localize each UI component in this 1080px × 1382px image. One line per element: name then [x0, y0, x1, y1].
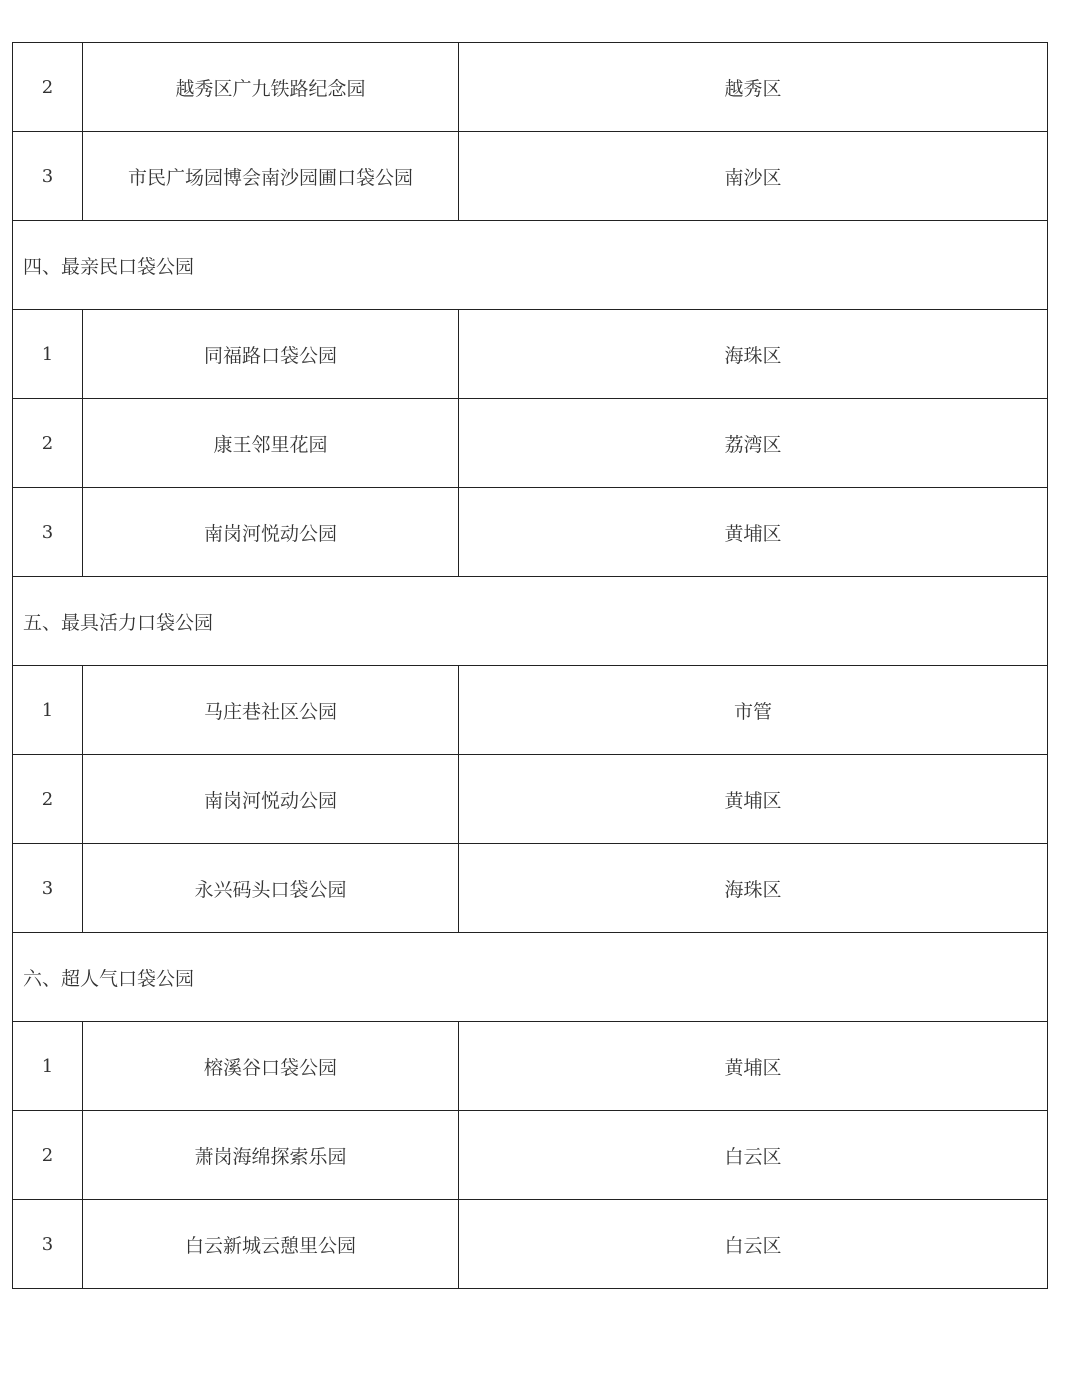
table-row: [13, 1022, 1048, 1111]
section-heading: 四、最亲民口袋公园: [13, 221, 1048, 310]
table-row: [13, 132, 1048, 221]
table-row: [13, 488, 1048, 577]
district-name: 黄埔区: [459, 755, 1048, 844]
district-name: 荔湾区: [459, 399, 1048, 488]
district-name: 越秀区: [459, 43, 1048, 132]
district-name: 南沙区: [459, 132, 1048, 221]
park-name: 市民广场园博会南沙园圃口袋公园: [83, 132, 459, 221]
park-name: 永兴码头口袋公园: [83, 844, 459, 933]
section-heading: 五、最具活力口袋公园: [13, 577, 1048, 666]
park-name: 同福路口袋公园: [83, 310, 459, 399]
district-name: 市管: [459, 666, 1048, 755]
table-row: [13, 43, 1048, 132]
park-awards-table-body: [13, 43, 1048, 1289]
park-name: 康王邻里花园: [83, 399, 459, 488]
row-number: 1: [13, 666, 83, 755]
district-name: 白云区: [459, 1111, 1048, 1200]
park-name: 白云新城云憩里公园: [83, 1200, 459, 1289]
row-number: 3: [13, 488, 83, 577]
table-row: [13, 844, 1048, 933]
table-row: [13, 310, 1048, 399]
district-name: 黄埔区: [459, 1022, 1048, 1111]
row-number: 2: [13, 399, 83, 488]
row-number: 3: [13, 1200, 83, 1289]
table-row: [13, 1200, 1048, 1289]
district-name: 海珠区: [459, 310, 1048, 399]
section-row: [13, 221, 1048, 310]
park-awards-table: [12, 42, 1048, 1289]
row-number: 3: [13, 844, 83, 933]
park-name: 南岗河悦动公园: [83, 755, 459, 844]
park-name: 榕溪谷口袋公园: [83, 1022, 459, 1111]
table-row: [13, 399, 1048, 488]
park-name: 马庄巷社区公园: [83, 666, 459, 755]
row-number: 2: [13, 755, 83, 844]
row-number: 2: [13, 43, 83, 132]
section-row: [13, 933, 1048, 1022]
district-name: 黄埔区: [459, 488, 1048, 577]
row-number: 1: [13, 1022, 83, 1111]
row-number: 2: [13, 1111, 83, 1200]
table-row: [13, 755, 1048, 844]
district-name: 海珠区: [459, 844, 1048, 933]
row-number: 1: [13, 310, 83, 399]
row-number: 3: [13, 132, 83, 221]
table-row: [13, 666, 1048, 755]
section-row: [13, 577, 1048, 666]
district-name: 白云区: [459, 1200, 1048, 1289]
park-name: 南岗河悦动公园: [83, 488, 459, 577]
section-heading: 六、超人气口袋公园: [13, 933, 1048, 1022]
table-row: [13, 1111, 1048, 1200]
park-name: 越秀区广九铁路纪念园: [83, 43, 459, 132]
park-name: 萧岗海绵探索乐园: [83, 1111, 459, 1200]
